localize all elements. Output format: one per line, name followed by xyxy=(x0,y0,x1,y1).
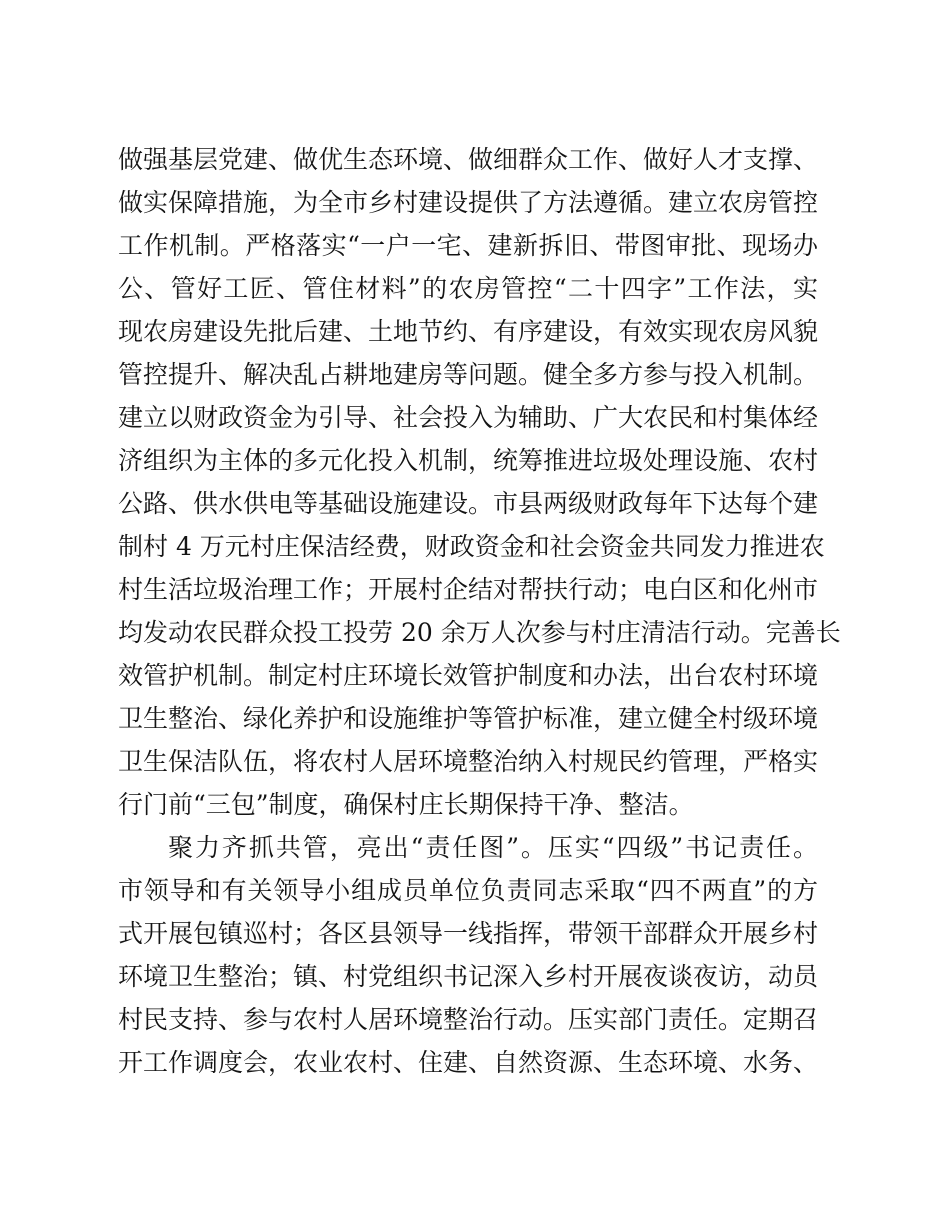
text-line: 式开展包镇巡村；各区县领导一线指挥，带领干部群众开展乡村 xyxy=(118,919,819,948)
text-line: 村生活垃圾治理工作；开展村企结对帮扶行动；电白区和化州市 xyxy=(118,575,819,604)
text-line: 效管护机制。制定村庄环境长效管护制度和办法，出台农村环境 xyxy=(118,661,819,690)
paragraph-start-line: 聚力齐抓共管，亮出“责任图”。压实“四级”书记责任。 xyxy=(168,833,818,862)
text-line: 工作机制。严格落实“一户一宅、建新拆旧、带图审批、现场办 xyxy=(118,231,818,260)
text-line: 公路、供水供电等基础设施建设。市县两级财政每年下达每个建 xyxy=(118,489,819,518)
body-text xyxy=(118,138,841,1084)
text-line: 制村 4 万元村庄保洁经费，财政资金和社会资金共同发力推进农 xyxy=(118,532,825,561)
text-line: 管控提升、解决乱占耕地建房等问题。健全多方参与投入机制。 xyxy=(118,360,819,389)
text-line: 卫生整治、绿化养护和设施维护等管护标准，建立健全村级环境 xyxy=(118,704,819,733)
text-line: 环境卫生整治；镇、村党组织书记深入乡村开展夜谈夜访，动员 xyxy=(118,962,819,991)
text-line: 做强基层党建、做优生态环境、做细群众工作、做好人才支撑、 xyxy=(118,145,819,174)
text-line: 开工作调度会，农业农村、住建、自然资源、生态环境、水务、 xyxy=(118,1048,819,1077)
text-line: 行门前“三包”制度，确保村庄长期保持干净、整洁。 xyxy=(118,790,694,819)
text-line: 卫生保洁队伍，将农村人居环境整治纳入村规民约管理，严格实 xyxy=(118,747,819,776)
text-line: 市领导和有关领导小组成员单位负责同志采取“四不两直”的方 xyxy=(118,876,818,905)
text-line: 公、管好工匠、管住材料”的农房管控“二十四字”工作法，实 xyxy=(118,274,818,303)
text-line: 均发动农民群众投工投劳 20 余万人次参与村庄清洁行动。完善长 xyxy=(118,618,841,647)
text-line: 建立以财政资金为引导、社会投入为辅助、广大农民和村集体经 xyxy=(118,403,819,432)
text-line: 现农房建设先批后建、土地节约、有序建设，有效实现农房风貌 xyxy=(118,317,819,346)
text-line: 村民支持、参与农村人居环境整治行动。压实部门责任。定期召 xyxy=(118,1005,819,1034)
text-line: 济组织为主体的多元化投入机制，统筹推进垃圾处理设施、农村 xyxy=(118,446,819,475)
text-line: 做实保障措施，为全市乡村建设提供了方法遵循。建立农房管控 xyxy=(118,188,819,217)
